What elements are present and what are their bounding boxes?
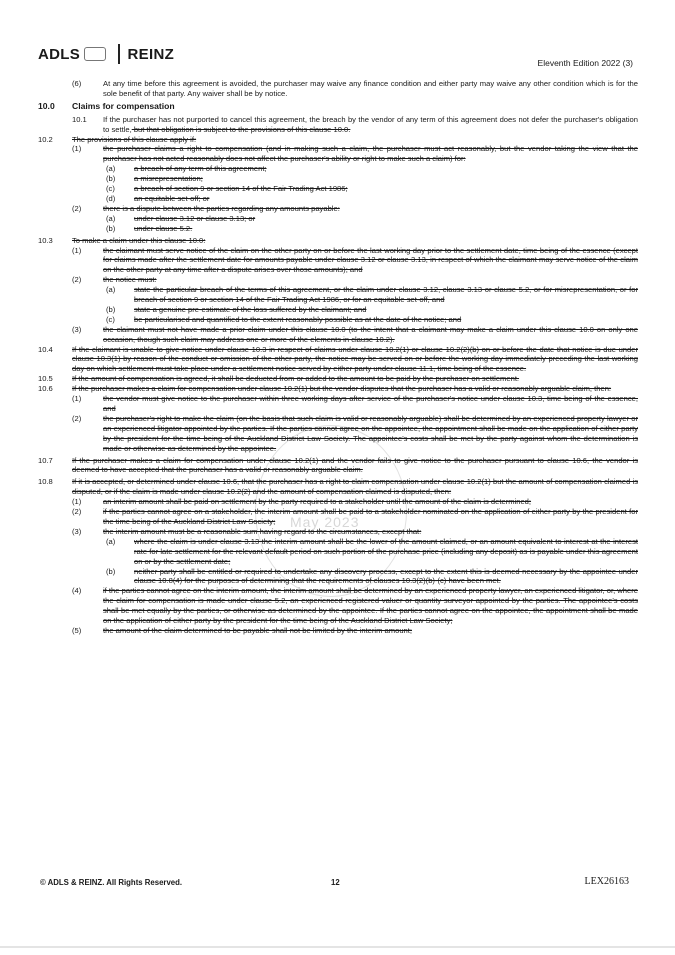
clause-text-struck: but that obligation is subject to the provisions of this clause 10.0.: [131, 124, 351, 134]
clause-text-live: If the purchaser has not purported to cancel this agreement, the breach by the vendor of any term of this agreement does not defer the purchaser's obligation to settle,: [103, 114, 638, 134]
clause-10-8-2: [38, 507, 638, 527]
clause-text: the vendor must give notice to the purchaser within three working days after service of the purchaser's notice under clause 10.3, time being of the essence, and: [103, 394, 638, 413]
clause-10-1: [38, 115, 638, 135]
clause-text: a misrepresentation;: [134, 174, 203, 184]
clause-text: To make a claim under this clause 10.0:: [72, 235, 206, 245]
section-heading: [38, 102, 638, 112]
clause-10-3-2: [38, 275, 638, 285]
clause-number: (a): [106, 213, 116, 223]
clause-10-2-2: [38, 204, 638, 214]
clause-text: If the purchaser makes a claim for compensation under clause 10.2(1) but the vendor disputes that the purchaser has a valid or reasonably arguable claim, then:: [72, 384, 612, 394]
clause-10-3: [38, 236, 638, 246]
clause-10-2-1: [38, 144, 638, 164]
clause-10-8-5: [38, 626, 638, 636]
clause-number: (5): [72, 625, 82, 635]
clause-10-8-3-b: [38, 567, 638, 587]
clause-number: (a): [106, 536, 116, 546]
clause-10-4: [38, 345, 638, 375]
logo-divider: [118, 44, 120, 64]
clause-10-8-3: [38, 527, 638, 537]
footer-copyright: © ADLS & REINZ. All Rights Reserved.: [40, 878, 183, 887]
clause-10-3-2-c: [38, 315, 638, 325]
clause-text: the interim amount must be a reasonable sum having regard to the circumstances, except that:: [103, 526, 422, 536]
clause-text: If it is accepted, or determined under clause 10.6, that the purchaser has a right to claim compensation under clause 10.2(1) but the amount of compensation claimed is disputed, or if the claim is made under clause 10.2(2) and the amount of compensation claimed is disputed, then:: [72, 477, 638, 497]
header-logo: [38, 44, 174, 64]
clause-number: 10.8: [38, 477, 53, 487]
clause-number: (a): [106, 285, 116, 295]
clause-10-8-1: [38, 497, 638, 507]
clause-number: (1): [72, 144, 82, 154]
clause-number: (b): [106, 223, 116, 233]
clause-text: neither party shall be entitled or required to undertake any discovery process, except to the extent this is deemed necessary by the appointee under clause 10.8(4) for the purposes of determining that the requirements of clauses 10.3(2)(b)-(c) have been met.: [134, 566, 638, 586]
clause-number: (a): [106, 164, 116, 174]
clause-number: 10.7: [38, 455, 53, 465]
clause-10-3-3: [38, 325, 638, 345]
crest-icon: [84, 47, 106, 61]
clause-10-2-1-b: [38, 174, 638, 184]
reinz-logo-text: REINZ: [127, 45, 175, 63]
clause-10-2-1-a: [38, 164, 638, 174]
clause-10-3-2-b: [38, 305, 638, 315]
clause-text: the claimant must serve notice of the claim on the other party on or before the last working day prior to the settlement date, time being of the essence (except for claims made after the settlement date for amounts payable under clause 3.12 or clause 3.13, in respect of which the claimant may serve notice of the claim on the other party at any time after a dispute arises over those amounts); and: [103, 245, 638, 275]
adls-logo-text: ADLS: [38, 45, 81, 63]
section-number: 10.0: [38, 100, 55, 111]
clause-number: (b): [106, 304, 116, 314]
clause-text: If the claimant is unable to give notice under clause 10.3 in respect of claims under clause 10.2(1) or clause 10.2(2)(b) on or before the date that notice is due under clause 10.3(1) by reason of the conduct or omission of the other party, the notice may be served on or before the working day immediately preceding the last working day on which settlement must take place under a settlement notice served by either party under clause 11.1, time being of the essence.: [72, 344, 638, 374]
clause-number: (b): [106, 174, 116, 184]
clause-number: (2): [72, 203, 82, 213]
clause-10-8: [38, 477, 638, 497]
clause-number: 10.3: [38, 235, 53, 245]
clause-text: the purchaser's right to make the claim (on the basis that such claim is valid or reasonably arguable) shall be determined by an experienced property lawyer or an experienced litigator appointed by the parties. If the parties cannot agree on the appointee, the appointment shall be made on the application of either party by the president for the time being of the Auckland District Law Society. The appointee's costs shall be met by the party against whom the determination is made or otherwise as determined by the appointee.: [103, 413, 638, 453]
clause-number: (b): [106, 566, 116, 576]
clause-10-8-4: [38, 586, 638, 626]
clause-10-2-2-b: [38, 224, 638, 234]
clause-text: a breach of any term of this agreement;: [134, 164, 267, 174]
clause-text: an interim amount shall be paid on settlement by the party required to a stakeholder until the amount of the claim is determined;: [103, 497, 532, 507]
clause-number: (1): [72, 394, 82, 404]
clause-text: under clause 3.12 or clause 3.13; or: [134, 213, 256, 223]
clause-10-2-1-c: [38, 184, 638, 194]
section-title: Claims for compensation: [72, 100, 175, 111]
clause-text: be particularised and quantified to the extent reasonably possible as at the date of the notice; and: [134, 314, 462, 324]
clause-text: If the purchaser makes a claim for compensation under clause 10.2(1) and the vendor fails to give notice to the purchaser pursuant to clause 10.6, the vendor is deemed to have accepted that the purchaser has a valid or reasonably arguable claim.: [72, 455, 638, 475]
clause-number: 10.2: [38, 134, 53, 144]
clause-text: The provisions of this clause apply if:: [72, 134, 197, 144]
clause-10-8-3-a: [38, 537, 638, 567]
clause-text: under clause 5.2.: [134, 223, 193, 233]
clause-number: 10.6: [38, 384, 53, 394]
watermark-date: May 2023: [290, 514, 360, 530]
edition-label: Eleventh Edition 2022 (3): [537, 58, 633, 68]
page-bottom-edge: [0, 946, 675, 948]
clause-text: there is a dispute between the parties regarding any amounts payable:: [103, 203, 340, 213]
clause-number: 10.1: [72, 114, 87, 124]
clause-text: the notice must:: [103, 275, 157, 285]
clause-number: (2): [72, 507, 82, 517]
footer-page-number: 12: [331, 878, 340, 887]
clause-number: (1): [72, 497, 82, 507]
clause-text: state the particular breach of the terms of this agreement, or the claim under clause 3.12, clause 3.13 or clause 5.2, or for misrepresentation, or for breach of section 9 or section 14 of the Fair Trading Act 1986, or for an equitable set-off, and: [134, 285, 638, 305]
clause-10-5: [38, 374, 638, 384]
clause-text: [103, 115, 638, 135]
clause-text: At any time before this agreement is avoided, the purchaser may waive any finance condition and either party may waive any other condition which is for the sole benefit of that party. Any waiver shall be by notice.: [103, 79, 638, 98]
clause-10-7: [38, 456, 638, 476]
clause-text: the claimant must not have made a prior claim under this clause 10.0 (to the intent that a claimant may make a claim under this clause 10.0 on only one occasion, though such claim may address one or more of the elements in clause 10.2).: [103, 324, 638, 344]
clause-10-6: [38, 384, 638, 394]
clause-number: (4): [72, 586, 82, 596]
clause-10-3-2-a: [38, 285, 638, 305]
clause-10-2-1-d: [38, 194, 638, 204]
document-body: [38, 79, 638, 636]
footer-form-code: LEX26163: [584, 876, 629, 887]
clause-10-6-1: [38, 394, 638, 414]
clause-number: (2): [72, 413, 82, 423]
clause-number: (1): [72, 245, 82, 255]
clause-number: (2): [72, 275, 82, 285]
clause-number: 10.4: [38, 344, 53, 354]
clause-text: If the amount of compensation is agreed, it shall be deducted from or added to the amount to be paid by the purchaser on settlement.: [72, 374, 520, 384]
clause-number: (3): [72, 324, 82, 334]
clause-text: the purchaser claims a right to compensation (and in making such a claim, the purchaser must act reasonably, but the vendor taking the view that the purchaser has not acted reasonably does not affect the purchaser's ability or right to make such a claim) for:: [103, 144, 638, 164]
clause-text: if the parties cannot agree on the interim amount, the interim amount shall be determined by an experienced property lawyer, an experienced litigator, or, where the claim for compensation is made under clause 5.2, an experienced registered valuer or quantity surveyor appointed by the parties. The appointee's costs shall be met equally by the parties, or otherwise as determined by the appointee. If the parties cannot agree on the appointee, the appointment shall be made on the application of either party by the president for the time being of the Auckland District Law Society;: [103, 586, 638, 626]
clause-number: 10.5: [38, 374, 53, 384]
clause-text: an equitable set-off; or: [134, 193, 210, 203]
clause-number: (3): [72, 526, 82, 536]
clause-10-6-2: [38, 414, 638, 454]
clause-text: if the parties cannot agree on a stakeholder, the interim amount shall be paid to a stakeholder nominated on the application of either party by the president for the time being of the Auckland District Law Society;: [103, 507, 638, 526]
clause-10-2-2-a: [38, 214, 638, 224]
clause-number: (c): [106, 184, 115, 194]
clause-text: state a genuine pre-estimate of the loss suffered by the claimant; and: [134, 304, 367, 314]
clause-number: (d): [106, 193, 116, 203]
clause-9-6: [38, 79, 638, 99]
clause-text: where the claim is under clause 3.13 the interim amount shall be the lower of the amount claimed, or an amount equivalent to interest at the interest rate for late settlement for the relevant default period on such portion of the purchase price (including any deposit) as is payable under this agreement on or by the settlement date;: [134, 536, 638, 566]
clause-10-2: [38, 135, 638, 145]
clause-number: (c): [106, 314, 115, 324]
clause-text: a breach of section 9 or section 14 of the Fair Trading Act 1986;: [134, 184, 348, 194]
clause-number: (6): [72, 79, 82, 88]
clause-text: the amount of the claim determined to be payable shall not be limited by the interim amount;: [103, 625, 412, 635]
clause-10-3-1: [38, 246, 638, 276]
